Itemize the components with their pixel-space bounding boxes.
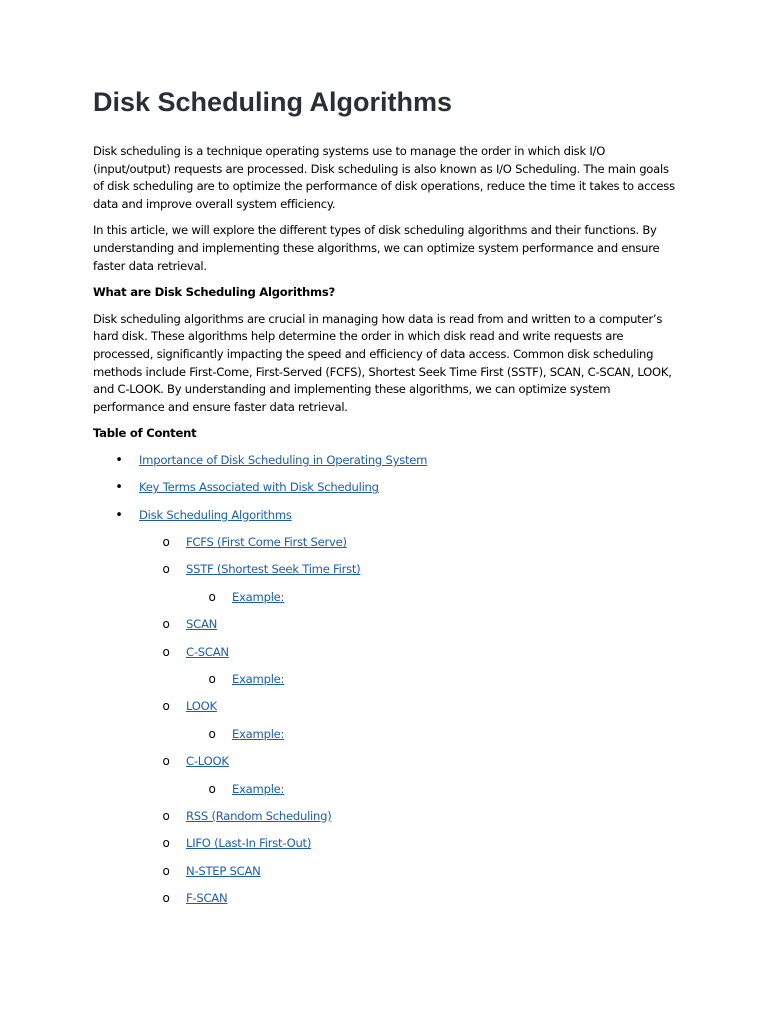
circle-bullet-icon: o — [208, 726, 216, 741]
circle-bullet-icon: o — [162, 754, 170, 769]
toc-link[interactable]: Example: — [232, 781, 285, 796]
toc-link[interactable]: N-STEP SCAN — [186, 863, 261, 878]
circle-bullet-icon: o — [162, 644, 170, 659]
toc-item — [93, 753, 679, 780]
toc-item — [93, 644, 679, 671]
toc-link[interactable]: LIFO (Last-In First-Out) — [186, 836, 312, 851]
toc-link[interactable]: C-SCAN — [186, 644, 229, 659]
bullet-icon: • — [115, 452, 123, 468]
toc-link[interactable]: SSTF (Shortest Seek Time First) — [186, 562, 361, 577]
circle-bullet-icon: o — [162, 808, 170, 823]
circle-bullet-icon: o — [208, 589, 216, 604]
toc-link[interactable]: FCFS (First Come First Serve) — [186, 535, 347, 550]
page-title: Disk Scheduling Algorithms — [93, 87, 453, 117]
toc-item — [93, 479, 679, 506]
toc-item — [93, 671, 679, 698]
toc-heading: Table of Content — [93, 426, 197, 441]
circle-bullet-icon: o — [208, 672, 216, 687]
article-overview-paragraph: In this article, we will explore the different types of disk scheduling algorithms and their functions. By understanding and implementing these algorithms, we can optimize system performance and ensure faster data retrieval. — [93, 223, 660, 273]
toc-link[interactable]: Example: — [232, 726, 285, 741]
circle-bullet-icon: o — [162, 535, 170, 550]
circle-bullet-icon: o — [162, 562, 170, 577]
toc-link[interactable]: LOOK — [186, 699, 217, 714]
toc-link[interactable]: SCAN — [186, 617, 218, 632]
toc-item — [93, 452, 679, 479]
toc-item — [93, 534, 679, 561]
toc-item — [93, 863, 679, 890]
toc-item — [93, 561, 679, 588]
toc-link[interactable]: RSS (Random Scheduling) — [186, 808, 332, 823]
toc-item — [93, 726, 679, 753]
bullet-icon: • — [115, 480, 123, 496]
toc-link[interactable]: C-LOOK — [186, 754, 229, 769]
circle-bullet-icon: o — [162, 891, 170, 906]
toc-link[interactable]: Key Terms Associated with Disk Scheduling — [139, 480, 379, 495]
circle-bullet-icon: o — [162, 617, 170, 632]
toc-item — [93, 616, 679, 643]
table-of-contents — [93, 452, 679, 918]
toc-link[interactable]: Example: — [232, 589, 285, 604]
toc-link[interactable]: F-SCAN — [186, 891, 228, 906]
toc-item — [93, 808, 679, 835]
bullet-icon: • — [115, 507, 123, 523]
toc-link[interactable]: Example: — [232, 672, 285, 687]
circle-bullet-icon: o — [162, 836, 170, 851]
toc-link[interactable]: Importance of Disk Scheduling in Operating System — [139, 452, 428, 467]
toc-item — [93, 507, 679, 534]
toc-item — [93, 835, 679, 862]
section-heading: What are Disk Scheduling Algorithms? — [93, 285, 335, 300]
toc-item — [93, 589, 679, 616]
intro-paragraph: Disk scheduling is a technique operating systems use to manage the order in which disk I/O (input/output) requests are processed. Disk scheduling is also known as I/O Scheduling. The main goals of disk scheduling are to optimize the performance of disk operations, reduce the time it takes to access data and improve overall system efficiency. — [93, 144, 675, 211]
toc-item — [93, 698, 679, 725]
document-body — [93, 143, 679, 918]
circle-bullet-icon: o — [208, 781, 216, 796]
algorithms-paragraph: Disk scheduling algorithms are crucial in managing how data is read from and written to a computer’s hard disk. These algorithms help determine the order in which disk read and write requests are processed, significantly impacting the speed and efficiency of data access. Common disk scheduling methods include First-Come, First-Served (FCFS), Shortest Seek Time First (SSTF), SCAN, C-SCAN, LOOK, and C-LOOK. By understanding and implementing these algorithms, we can optimize system performance and ensure faster data retrieval. — [93, 311, 672, 414]
toc-item — [93, 781, 679, 808]
toc-item — [93, 890, 679, 917]
circle-bullet-icon: o — [162, 863, 170, 878]
toc-link[interactable]: Disk Scheduling Algorithms — [139, 507, 292, 522]
circle-bullet-icon: o — [162, 699, 170, 714]
